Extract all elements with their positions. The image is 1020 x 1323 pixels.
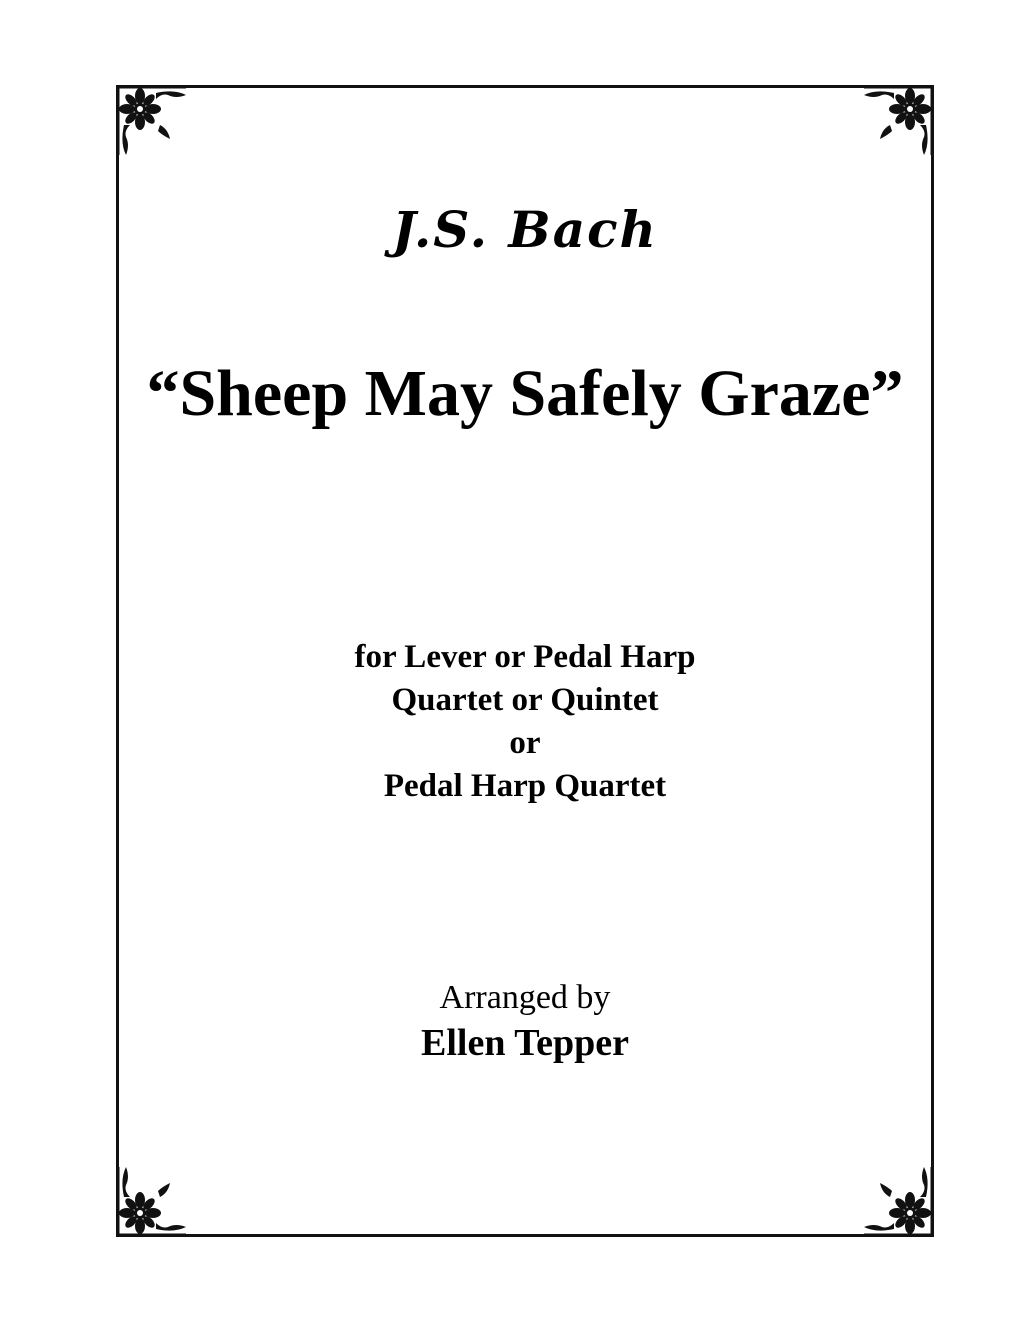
floral-corner-ornament-bottom-left (116, 1163, 190, 1237)
instrumentation-block (116, 636, 934, 808)
piece-title: “Sheep May Safely Graze” (146, 357, 904, 430)
flower-icon (116, 85, 190, 159)
floral-corner-ornament-bottom-right (860, 1163, 934, 1237)
instrumentation-line: or (509, 725, 541, 761)
composer-name: J.S. Bach (392, 200, 658, 259)
instrumentation-line: Pedal Harp Quartet (383, 768, 667, 804)
instrumentation-line: for Lever or Pedal Harp (354, 639, 696, 675)
flower-icon (860, 85, 934, 159)
flower-icon (116, 1163, 190, 1237)
flower-icon (860, 1163, 934, 1237)
arranger-name: Ellen Tepper (421, 1022, 629, 1064)
floral-corner-ornament-top-left (116, 85, 190, 159)
arranged-by-label: Arranged by (439, 979, 611, 1016)
floral-corner-ornament-top-right (860, 85, 934, 159)
instrumentation-line: Quartet or Quintet (391, 682, 659, 718)
